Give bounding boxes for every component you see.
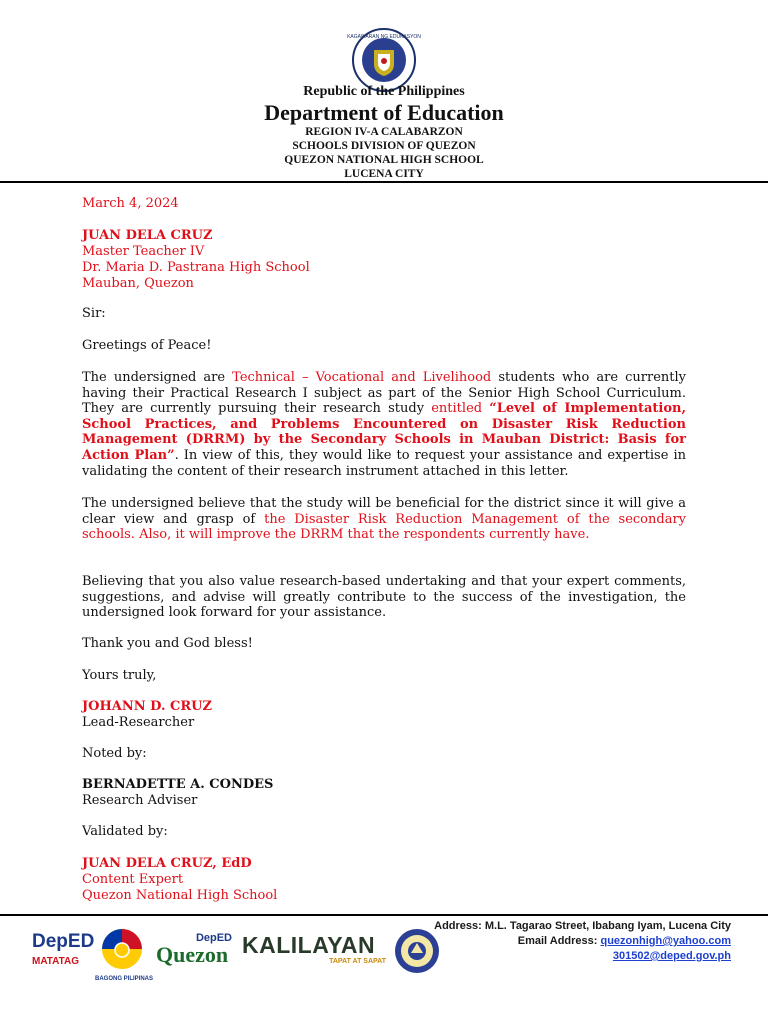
header-department: Department of Education	[264, 100, 504, 125]
bagong-pilipinas-text: BAGONG PILIPINAS	[95, 976, 154, 982]
paragraph-3: Believing that you also value research-based undertaking and that your expert comments, suggestions, and advise will greatly contribute to the success of the investigation, the undersigned look forward for your assistance.	[82, 574, 686, 621]
thanks-line: Thank you and God bless!	[82, 636, 253, 651]
p1-text: students who are currently having their Practical Research I subject as part of the Senior High School Curriculum. They are currently pursuing their research study	[82, 370, 686, 417]
matatag-logo-text: MATATAG	[32, 956, 80, 967]
header-school: QUEZON NATIONAL HIGH SCHOOL	[284, 154, 484, 166]
p2-text: The undersigned believe that the study will be beneficial for the district since it will give a clear view and grasp of	[82, 496, 686, 527]
letter-date: March 4, 2024	[82, 196, 179, 211]
adviser-name: BERNADETTE A. CONDES	[82, 777, 274, 792]
header-city: LUCENA CITY	[344, 168, 424, 180]
p1-entitled: entitled	[431, 401, 490, 417]
recipient-title: Master Teacher IV	[82, 244, 205, 259]
recipient-name: JUAN DELA CRUZ	[82, 228, 213, 243]
header-divider	[0, 181, 768, 183]
sender-name: JOHANN D. CRUZ	[82, 699, 212, 714]
salutation: Sir:	[82, 306, 106, 321]
p2-highlight: the Disaster Risk Reduction Management of the secondary schools. Also, it will improve the DRRM that the respondents currently have.	[82, 511, 686, 543]
header-region: REGION IV-A CALABARZON	[305, 126, 463, 138]
p1-text: . In view of this, they would like to request your assistance and expertise in validating the content of their research instrument attached in this letter.	[82, 447, 686, 479]
adviser-role: Research Adviser	[82, 793, 198, 808]
footer-email-line	[518, 935, 731, 947]
p1-strand: Technical – Vocational and Livelihood	[232, 370, 492, 385]
greeting: Greetings of Peace!	[82, 338, 212, 353]
p1-study-title: “Level of Implementation, School Practices, and Problems Encountered on Disaster Risk Reduction Management (DRRM) by the Secondary Schools in Mauban District: Basis for Action Plan”	[82, 401, 686, 463]
validator-role: Content Expert	[82, 872, 184, 887]
validator-name: JUAN DELA CRUZ, EdD	[82, 856, 252, 871]
recipient-location: Mauban, Quezon	[82, 276, 194, 291]
paragraph-2	[82, 496, 686, 543]
quezon-logo-text: Quezon	[156, 942, 229, 967]
deped-seal-logo	[347, 28, 421, 92]
kalilayan-logo	[242, 932, 390, 976]
paragraph-1	[82, 370, 686, 479]
header-republic: Republic of the Philippines	[303, 84, 465, 99]
kalilayan-logo-text: KALILAYAN	[242, 932, 376, 958]
sender-role: Lead-Researcher	[82, 715, 195, 730]
noted-label: Noted by:	[82, 746, 147, 761]
deped-quezon-top-text: DepED	[195, 932, 232, 944]
validated-label: Validated by:	[82, 824, 168, 839]
email-label: Email Address:	[517, 935, 601, 947]
footer-email-line-2	[613, 950, 731, 962]
header-division: SCHOOLS DIVISION OF QUEZON	[292, 140, 476, 152]
footer-divider	[0, 914, 768, 916]
email-link-yahoo[interactable]: quezonhigh@yahoo.com	[600, 935, 731, 947]
school-seal-logo	[394, 928, 440, 974]
bagong-pilipinas-logo	[95, 926, 153, 982]
recipient-school: Dr. Maria D. Pastrana High School	[82, 260, 310, 275]
bagong-pilipinas-emblem	[95, 926, 149, 972]
deped-matatag-logo	[32, 931, 95, 974]
deped-logo-text: DepED	[32, 931, 95, 952]
email-link-deped[interactable]: 301502@deped.gov.ph	[612, 950, 731, 962]
p1-text: The undersigned are	[82, 370, 233, 385]
seal-text: KAGAWARAN NG EDUKASYON	[347, 34, 421, 40]
footer-address: Address: M.L. Tagarao Street, Ibabang Iyam, Lucena City	[434, 920, 731, 932]
tapat-at-sapat-text: TAPAT AT SAPAT	[329, 958, 386, 965]
validator-school: Quezon National High School	[82, 888, 278, 903]
closing-line: Yours truly,	[82, 668, 157, 683]
deped-quezon-logo	[156, 932, 238, 976]
